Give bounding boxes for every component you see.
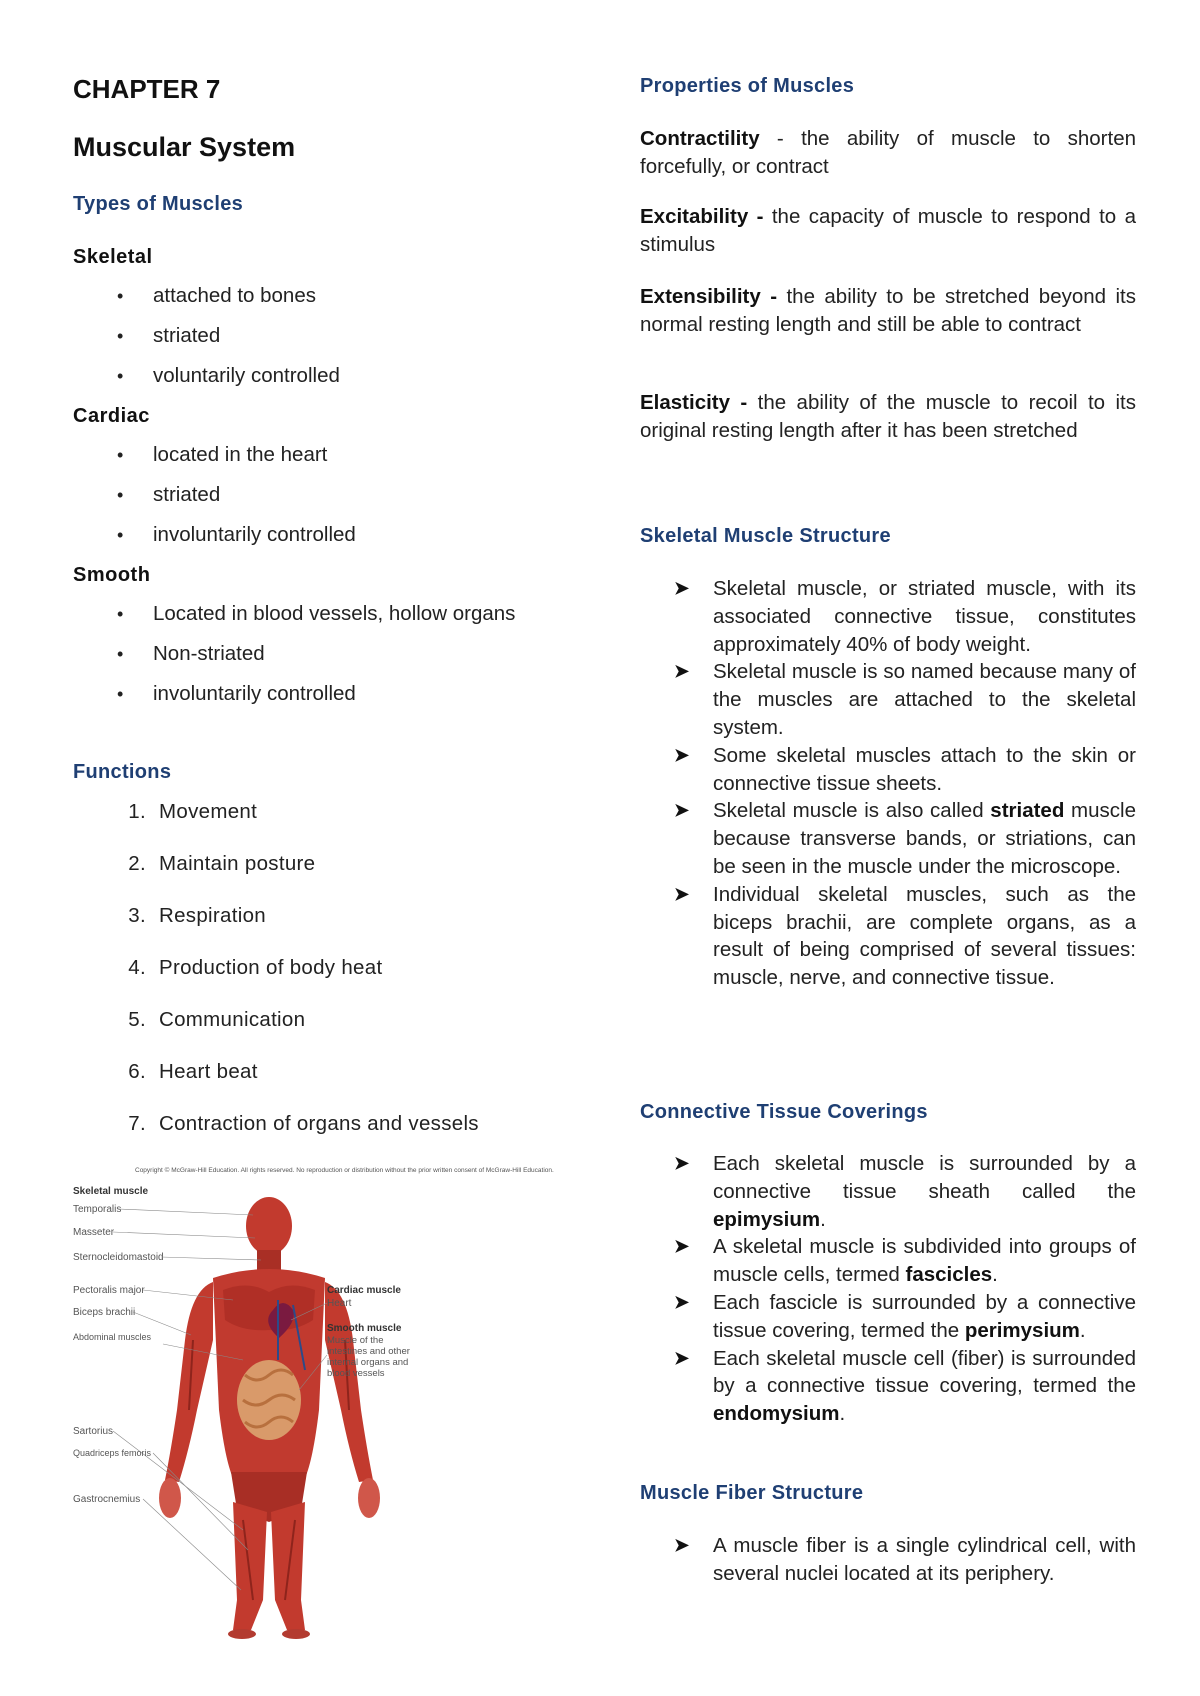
types-heading: Types of Muscles — [73, 193, 244, 215]
list-item: 7. Contraction of organs and vessels — [128, 1112, 479, 1135]
list-item: • Non-striated — [73, 640, 515, 680]
list-item: • striated — [73, 322, 340, 362]
bullet-icon: • — [117, 326, 124, 346]
properties-heading: Properties of Muscles — [640, 75, 855, 97]
figure-label: Abdominal muscles — [73, 1332, 152, 1342]
list-item: ➤ Each skeletal muscle cell (fiber) is surrounded by a connective tissue covering, termed the endomysium. — [674, 1346, 1136, 1426]
list-item: • involuntarily controlled — [73, 680, 515, 720]
smooth-figure-heading: Smooth muscle — [327, 1323, 402, 1334]
figure-label: Quadriceps femoris — [73, 1448, 152, 1458]
bullet-icon: • — [117, 445, 124, 465]
bullet-icon: • — [117, 286, 124, 306]
bullet-icon: • — [117, 485, 124, 505]
smooth-figure-label: Muscle of the intestines and other internal organs and blood vessels — [327, 1335, 410, 1379]
list-item: ➤ A skeletal muscle is subdivided into groups of muscle cells, termed fascicles. — [674, 1235, 1136, 1287]
functions-list — [73, 798, 479, 1162]
list-item: ➤ Individual skeletal muscles, such as the biceps brachii, are complete organs, as a result of being comprised of several tissues: muscle, nerve, and connective tissue. — [674, 882, 1136, 990]
body-illustration — [159, 1197, 380, 1639]
muscular-system-figure — [73, 1160, 554, 1640]
property-extensibility: Extensibility - the ability to be stretched beyond its normal resting length and still be able to contract — [640, 285, 1136, 336]
arrow-bullet-icon: ➤ — [674, 1153, 690, 1173]
functions-heading: Functions — [73, 761, 172, 783]
property-contractility: Contractility - the ability of muscle to shorten forcefully, or contract — [640, 127, 1137, 178]
figure-label: Biceps brachii — [73, 1307, 136, 1318]
list-item: ➤ Each skeletal muscle is surrounded by a connective tissue sheath called the epimysium. — [674, 1152, 1136, 1231]
arrow-bullet-icon: ➤ — [674, 578, 690, 598]
heart-figure-label: Heart — [327, 1298, 352, 1309]
list-item: • striated — [73, 481, 356, 521]
bullet-icon: • — [117, 644, 124, 664]
figure-label: Sternocleidomastoid — [73, 1252, 164, 1263]
fiber-list — [640, 1532, 1136, 1588]
bullet-icon: • — [117, 604, 124, 624]
smooth-list — [73, 600, 515, 720]
list-item: ➤ Some skeletal muscles attach to the skin or connective tissue sheets. — [674, 743, 1136, 795]
figure-label: Pectoralis major — [73, 1285, 145, 1296]
list-item: 1. Movement — [128, 800, 258, 823]
arrow-bullet-icon: ➤ — [674, 1291, 690, 1312]
structure-heading: Skeletal Muscle Structure — [640, 525, 891, 547]
list-item: 3. Respiration — [128, 904, 266, 927]
list-item: • involuntarily controlled — [73, 521, 356, 561]
figure-skeletal-heading: Skeletal muscle — [73, 1186, 149, 1197]
figure-label: Masseter — [73, 1227, 115, 1238]
list-item: ➤ A muscle fiber is a single cylindrical cell, with several nuclei located at its periphery. — [674, 1534, 1136, 1585]
arrow-bullet-icon: ➤ — [674, 1236, 690, 1257]
smooth-subheading: Smooth — [73, 564, 151, 586]
list-item: ➤ Skeletal muscle is so named because many of the muscles are attached to the skeletal system. — [674, 660, 1136, 739]
list-item: • attached to bones — [73, 282, 340, 322]
figure-label: Temporalis — [73, 1204, 122, 1215]
arrow-bullet-icon: ➤ — [674, 800, 690, 821]
fiber-heading: Muscle Fiber Structure — [640, 1482, 864, 1504]
skeletal-subheading: Skeletal — [73, 246, 153, 268]
property-excitability: Excitability - the capacity of muscle to respond to a stimulus — [640, 205, 1136, 256]
property-elasticity: Elasticity - the ability of the muscle to recoil to its original resting length after it has been stretched — [640, 391, 1136, 442]
arrow-bullet-icon: ➤ — [674, 661, 690, 682]
list-item: • voluntarily controlled — [73, 362, 340, 402]
arrow-bullet-icon: ➤ — [674, 744, 690, 765]
chapter-label: CHAPTER 7 — [73, 74, 221, 104]
list-item: • Located in blood vessels, hollow organs — [73, 600, 515, 640]
list-item: ➤ Skeletal muscle is also called striated muscle because transverse bands, or striations, can be seen in the muscle under the microscope. — [674, 799, 1136, 878]
list-item: 5. Communication — [128, 1008, 306, 1031]
skeletal-list — [73, 282, 340, 402]
figure-label: Gastrocnemius — [73, 1494, 141, 1505]
list-item: • located in the heart — [73, 441, 356, 481]
structure-list — [640, 575, 1136, 992]
connective-heading: Connective Tissue Coverings — [640, 1101, 928, 1123]
bullet-icon: • — [117, 525, 124, 545]
figure-label: Sartorius — [73, 1426, 114, 1437]
cardiac-list — [73, 441, 356, 561]
arrow-bullet-icon: ➤ — [674, 1535, 690, 1555]
bullet-icon: • — [117, 366, 124, 386]
figure-copyright: Copyright © McGraw-Hill Education. All rights reserved. No reproduction or distribution without the prior written consent of McGraw-Hill Education. — [135, 1167, 554, 1174]
cardiac-figure-heading: Cardiac muscle — [327, 1285, 401, 1296]
bullet-icon: • — [117, 684, 124, 704]
list-item: ➤ Each fascicle is surrounded by a connective tissue covering, termed the perimysium. — [674, 1290, 1136, 1342]
list-item: ➤ Skeletal muscle, or striated muscle, with its associated connective tissue, constitutes approximately 40% of body weight. — [674, 577, 1136, 656]
arrow-bullet-icon: ➤ — [674, 883, 690, 904]
list-item: 4. Production of body heat — [128, 956, 383, 979]
list-item: 2. Maintain posture — [128, 852, 316, 875]
arrow-bullet-icon: ➤ — [674, 1347, 690, 1368]
connective-list — [640, 1150, 1136, 1428]
list-item: 6. Heart beat — [128, 1060, 258, 1083]
cardiac-subheading: Cardiac — [73, 405, 150, 427]
page-title: Muscular System — [73, 132, 296, 162]
